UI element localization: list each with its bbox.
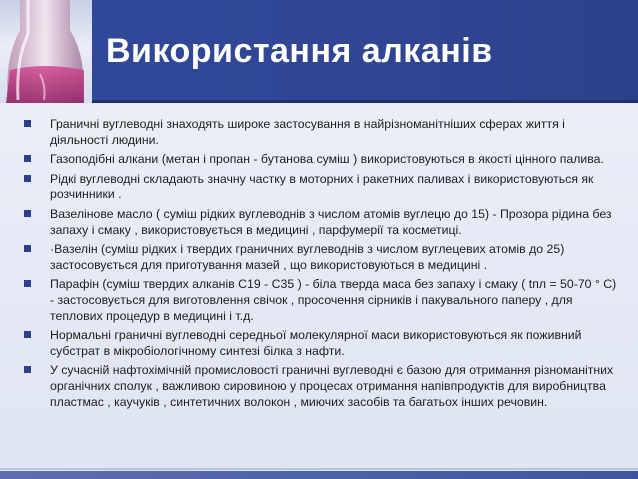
flask-photo	[0, 0, 92, 103]
list-item-text: Парафін (суміш твердих алканів С19 - С35 ) - біла тверда маса без запаху і смаку ( tпл = 50-70 ° C) - застосовується для виготовлення свічок , просочення сірників і пакувального паперу , для теплових процедур в медицині і т.д.	[50, 277, 617, 323]
square-bullet-icon	[24, 280, 31, 287]
square-bullet-icon	[24, 210, 31, 217]
square-bullet-icon	[24, 245, 31, 252]
list-item-text: Граничні вуглеводні знаходять широке застосування в найрізноманітніших сферах життя і діяльності людини.	[50, 117, 565, 147]
list-item	[24, 117, 620, 148]
footer-bar	[0, 471, 638, 479]
list-item	[24, 172, 620, 203]
flask-icon	[0, 0, 92, 103]
list-item-text: Рідкі вуглеводні складають значну частку в моторних і ракетних паливах і використовуються як розчинники .	[50, 171, 594, 202]
list-item	[24, 152, 620, 168]
square-bullet-icon	[24, 175, 31, 182]
square-bullet-icon	[24, 155, 31, 162]
list-item	[24, 242, 620, 273]
slide-title: Використання алканів	[106, 32, 493, 70]
list-item	[24, 363, 620, 410]
square-bullet-icon	[24, 120, 31, 127]
list-item-text: Газоподібні алкани (метан і пропан - бутанова суміш ) використовуються в якості цінного палива.	[50, 152, 604, 167]
list-item-text: У сучасній нафтохімічній промисловості граничні вуглеводні є базою для отримання різноманітних органічних сполук , важливою сировиною у процесах отримання напівпродуктів для виробництва пластмас , каучуків , синтетичних волокон , миючих засобів та багатьох інших речовин.	[50, 363, 614, 409]
list-item-text: Нормальні граничні вуглеводні середньої молекулярної маси використовуються як поживний субстрат в мікробіологічному синтезі білка з нафти.	[50, 328, 582, 358]
list-item	[24, 277, 620, 324]
square-bullet-icon	[24, 366, 31, 373]
bullet-list	[24, 117, 620, 414]
list-item	[24, 207, 620, 238]
square-bullet-icon	[24, 331, 31, 338]
list-item	[24, 328, 620, 359]
list-item-text: Вазелінове масло ( суміш рідких вуглеводнів з числом атомів вуглецю до 15) - Прозора рідина без запаху і смаку , використовується в медицині , парфумерії та косметиці.	[50, 206, 612, 237]
list-item-text: ·Вазелін (суміш рідких і твердих граничних вуглеводнів з числом вуглецевих атомів до 25) застосовується для приготування мазей , що використовуються в медицині .	[50, 242, 565, 272]
